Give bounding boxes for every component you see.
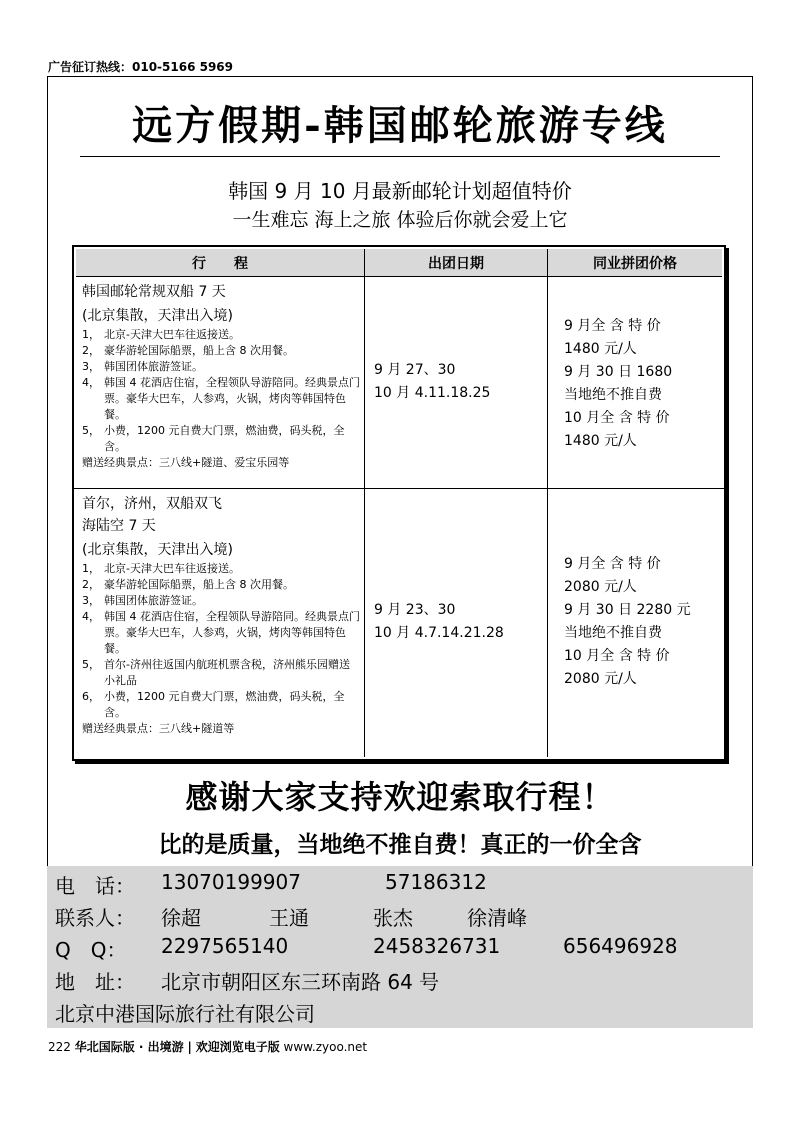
trip-route: (北京集散，天津出入境) bbox=[82, 308, 233, 324]
price-line: 当地绝不推自费 bbox=[564, 387, 662, 403]
trip-name: 韩国邮轮常规双船 7 天 bbox=[82, 284, 226, 300]
header-departure-date: 出团日期 bbox=[365, 249, 547, 277]
trip-row-2-itinerary bbox=[82, 493, 360, 737]
qq-number: 2297565140 bbox=[161, 934, 289, 958]
qq-number: 2458326731 bbox=[373, 934, 501, 958]
list-item: 1， 北京-天津大巴车往返接送。 bbox=[82, 328, 240, 341]
slogan: 比的是质量，当地绝不推自费！真正的一价全含 bbox=[158, 832, 642, 858]
price-line: 2080 元/人 bbox=[564, 671, 637, 687]
contact-panel bbox=[47, 866, 753, 1028]
trip-row-1-itinerary bbox=[82, 281, 360, 471]
list-item: 4， 韩国 4 花酒店住宿，全程领队导游陪同。经典景点门票。豪华大巴车，人参鸡，火锅，烤肉等韩国特色餐。 bbox=[82, 610, 360, 655]
departure-date: 10 月 4.11.18.25 bbox=[374, 385, 491, 401]
phone-number: 57186312 bbox=[385, 870, 487, 894]
page-number: 222 bbox=[48, 1040, 71, 1054]
trip-name-line2: 海陆空 7 天 bbox=[82, 518, 156, 534]
list-item: 2， 豪华游轮国际船票，船上含 8 次用餐。 bbox=[82, 344, 294, 357]
trip-row-1-prices bbox=[564, 315, 724, 453]
list-item: 3， 韩国团体旅游签证。 bbox=[82, 360, 203, 373]
list-item: 5， 首尔-济州往返国内航班机票含税，济州熊乐园赠送小礼品 bbox=[82, 658, 350, 687]
departure-date: 10 月 4.7.14.21.28 bbox=[374, 625, 504, 641]
price-line: 10 月全 含 特 价 bbox=[564, 648, 670, 664]
thanks-banner: 感谢大家支持欢迎索取行程！ bbox=[185, 778, 615, 816]
price-line: 1480 元/人 bbox=[564, 433, 637, 449]
departure-date: 9 月 27、30 bbox=[374, 362, 456, 378]
trip-row-2-dates bbox=[374, 599, 544, 645]
address-label: 地 址： bbox=[55, 970, 135, 994]
footer-welcome: 欢迎浏览电子版 bbox=[195, 1040, 280, 1054]
company-name: 北京中港国际旅行社有限公司 bbox=[55, 1002, 315, 1026]
phone-number: 13070199907 bbox=[161, 870, 301, 894]
departure-date: 9 月 23、30 bbox=[374, 602, 456, 618]
contact-person: 徐超 bbox=[161, 906, 201, 930]
trip-name: 首尔，济州，双船双飞 bbox=[82, 496, 222, 512]
qq-label: Q Q： bbox=[55, 938, 127, 962]
contact-person: 张杰 bbox=[373, 906, 413, 930]
people-label: 联系人： bbox=[55, 906, 135, 930]
price-line: 9 月全 含 特 价 bbox=[564, 556, 661, 572]
price-line: 9 月全 含 特 价 bbox=[564, 318, 661, 334]
trip-route: (北京集散，天津出入境) bbox=[82, 542, 233, 558]
footer-separator: | bbox=[187, 1040, 192, 1054]
subtitle-offer: 韩国 9 月 10 月最新邮轮计划超值特价 bbox=[228, 179, 572, 203]
row-divider bbox=[74, 488, 724, 489]
list-item: 1， 北京-天津大巴车往返接送。 bbox=[82, 562, 240, 575]
price-line: 2080 元/人 bbox=[564, 579, 637, 595]
qq-number: 656496928 bbox=[563, 934, 678, 958]
column-divider bbox=[364, 249, 365, 757]
page-footer bbox=[48, 1038, 367, 1055]
header-itinerary: 行 程 bbox=[76, 249, 364, 277]
list-item: 5， 小费，1200 元自费大门票，燃油费，码头税，全含。 bbox=[82, 424, 345, 453]
address-text: 北京市朝阳区东三环南路 64 号 bbox=[161, 970, 440, 994]
price-line: 9 月 30 日 1680 bbox=[564, 364, 673, 380]
ad-hotline: 广告征订热线：010-5166 5969 bbox=[48, 60, 234, 74]
subtitle-tagline: 一生难忘 海上之旅 体验后你就会爱上它 bbox=[232, 209, 568, 231]
contact-person: 王通 bbox=[269, 906, 309, 930]
publication-name: 华北国际版 · 出境游 bbox=[74, 1040, 184, 1054]
title-divider bbox=[80, 156, 720, 157]
list-item: 2， 豪华游轮国际船票，船上含 8 次用餐。 bbox=[82, 578, 294, 591]
website-link[interactable]: www.zyoo.net bbox=[283, 1040, 368, 1054]
column-divider bbox=[547, 249, 548, 757]
header-price: 同业拼团价格 bbox=[548, 249, 722, 277]
bonus-attractions: 赠送经典景点：三八线+隧道等 bbox=[82, 722, 235, 735]
list-item: 4， 韩国 4 花酒店住宿，全程领队导游陪同。经典景点门票。豪华大巴车，人参鸡，火锅，烤肉等韩国特色餐。 bbox=[82, 376, 360, 421]
price-line: 当地绝不推自费 bbox=[564, 625, 662, 641]
main-title: 远方假期-韩国邮轮旅游专线 bbox=[132, 102, 668, 149]
itinerary-table bbox=[72, 245, 726, 761]
phone-label: 电 话： bbox=[55, 874, 135, 898]
list-item: 3， 韩国团体旅游签证。 bbox=[82, 594, 203, 607]
list-item: 6， 小费，1200 元自费大门票，燃油费，码头税，全含。 bbox=[82, 690, 345, 719]
price-line: 1480 元/人 bbox=[564, 341, 637, 357]
trip-row-2-prices bbox=[564, 553, 724, 691]
price-line: 9 月 30 日 2280 元 bbox=[564, 602, 691, 618]
price-line: 10 月全 含 特 价 bbox=[564, 410, 670, 426]
bonus-attractions: 赠送经典景点：三八线+隧道、爱宝乐园等 bbox=[82, 456, 290, 469]
trip-row-1-dates bbox=[374, 359, 544, 405]
contact-person: 徐清峰 bbox=[467, 906, 527, 930]
